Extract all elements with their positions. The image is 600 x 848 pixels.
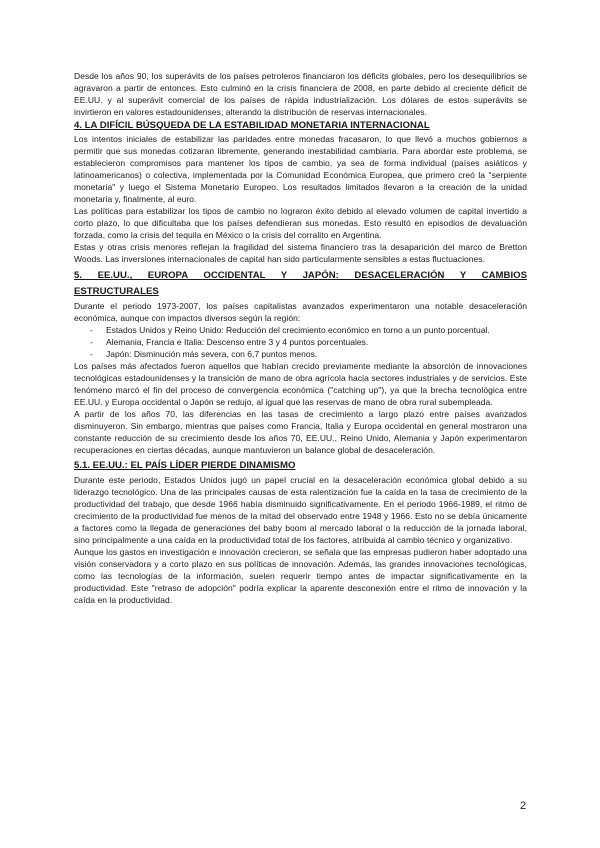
paragraph-monetary-stability: Los intentos iniciales de estabilizar las paridades entre monedas fracasaron, lo que llevó a muchos gobiernos a permitir que sus monedas cotizaran libremente, generando inestabilidad cambiaria. Para abordar este problema, se establecieron compromisos para mantener los tipos de cambio, ya sea de forma individual (países asiáticos y latinoamericanos) o colectiva, implementada por la Comunidad Económica Europea, que primero creó la "serpiente monetaria" y luego el Sistema Monetario Europeo. Los resultados limitados llevaron a la creación de la unidad monetaria y, finalmente, al euro. (74, 134, 527, 204)
paragraph-catching-up: Los países más afectados fueron aquellos que habían crecido previamente mediante la absorción de innovaciones tecnológicas estadounidenses y la transición de mano de obra agrícola hacia sectores industriales y de servicios. Este fenómeno marcó el fin del proceso de convergencia económica ("catching up"), ya que la brecha tecnológica entre EE.UU. y Europa occidental o Japón se redujo, al igual que las reservas de mano de obra rural subempleada. (74, 361, 527, 407)
bullet-list-regions (74, 324, 527, 360)
paragraph-growth-differences: A partir de los años 70, las diferencias en las tasas de crecimiento a largo plazo entre países avanzados disminuyeron. Sin embargo, mientras que países como Francia, Italia y Europa occidental en general mostraron una constante reducción de su crecimiento desde los años 70, EE.UU., Reino Unido, Alemania y Japón experimentaron recuperaciones en ciertas décadas, aunque mantuvieron un balance global de desaceleración. (74, 409, 527, 455)
paragraph-bretton-woods: Estas y otras crisis menores reflejan la fragilidad del sistema financiero tras la desaparición del marco de Bretton Woods. Las inversiones internacionales de capital han sido particularmente sensibles a estas fluctuaciones. (74, 242, 527, 264)
list-item: - Estados Unidos y Reino Unido: Reducción del crecimiento económico en torno a un punto porcentual. (74, 324, 527, 336)
heading-section-5: 5. EE.UU., EUROPA OCCIDENTAL Y JAPÓN: DESACELERACIÓN Y CAMBIOS ESTRUCTURALES (74, 270, 527, 297)
heading-section-4: 4. LA DIFÍCIL BÚSQUEDA DE LA ESTABILIDAD MONETARIA INTERNACIONAL (74, 120, 430, 131)
paragraph-slowdown-intro: Durante el periodo 1973-2007, los países capitalistas avanzados experimentaron una notable desaceleración económica, aunque con impactos diversos según la región: (74, 301, 527, 323)
list-item: - Alemania, Francia e Italia: Descenso entre 3 y 4 puntos porcentuales. (74, 336, 527, 348)
paragraph-us-productivity: Durante este periodo, Estados Unidos jugó un papel crucial en la desaceleración económica global debido a su liderazgo tecnológico. Una de las principales causas de esta ralentización fue la caída en la tasa de crecimiento de la productividad del trabajo, que desde 1966 había disminuido significativamente. En el periodo 1966-1989, el ritmo de crecimiento de la productividad fue menos de la mitad del observado entre 1948 y 1966. Esto no se debía únicamente a factores como la llegada de generaciones del baby boom al mercado laboral o la reducción de la jornada laboral, sino principalmente a una caída en la productividad total de los factores, atribuida al cambio técnico y organizativo. (74, 475, 527, 545)
list-item: - Japón: Disminución más severa, con 6,7 puntos menos. (74, 348, 527, 360)
paragraph-innovation-lag: Aunque los gastos en investigación e innovación crecieron, se señala que las empresas pudieron haber adoptado una visión conservadora y a corto plazo en sus políticas de innovación. Además, las grandes innovaciones tecnológicas, como las tecnologías de la información, suelen requerir tiempo antes de impactar significativamente en la productividad. Este "retraso de adopción" podría explicar la aparente desconexión entre el ritmo de innovación y la caída en la productividad. (74, 547, 527, 605)
paragraph-petroleum-surpluses: Desde los años 90, los superávits de los países petroleros financiaron los déficits globales, pero los desequilibrios se agravaron a partir de entonces. Esto culminó en la crisis financiera de 2008, en parte debido al creciente déficit de EE.UU. y al superávit comercial de los países de rápida industrialización. Los dólares de estos superávits se invirtieron en valores estadounidenses, alterando la distribución de reservas internacionales. (74, 71, 527, 117)
document-page (74, 70, 527, 606)
heading-section-5-1: 5.1. EE.UU.: EL PAÍS LÍDER PIERDE DINAMISMO (74, 460, 296, 471)
paragraph-exchange-policies: Las políticas para estabilizar los tipos de cambio no lograron éxito debido al elevado volumen de capital invertido a corto plazo, lo que dificultaba que los países defendieran sus monedas. Esto resultó en episodios de devaluación forzada, como la crisis del tequila en México o la crisis del corralito en Argentina. (74, 206, 527, 240)
page-number: 2 (520, 800, 527, 812)
